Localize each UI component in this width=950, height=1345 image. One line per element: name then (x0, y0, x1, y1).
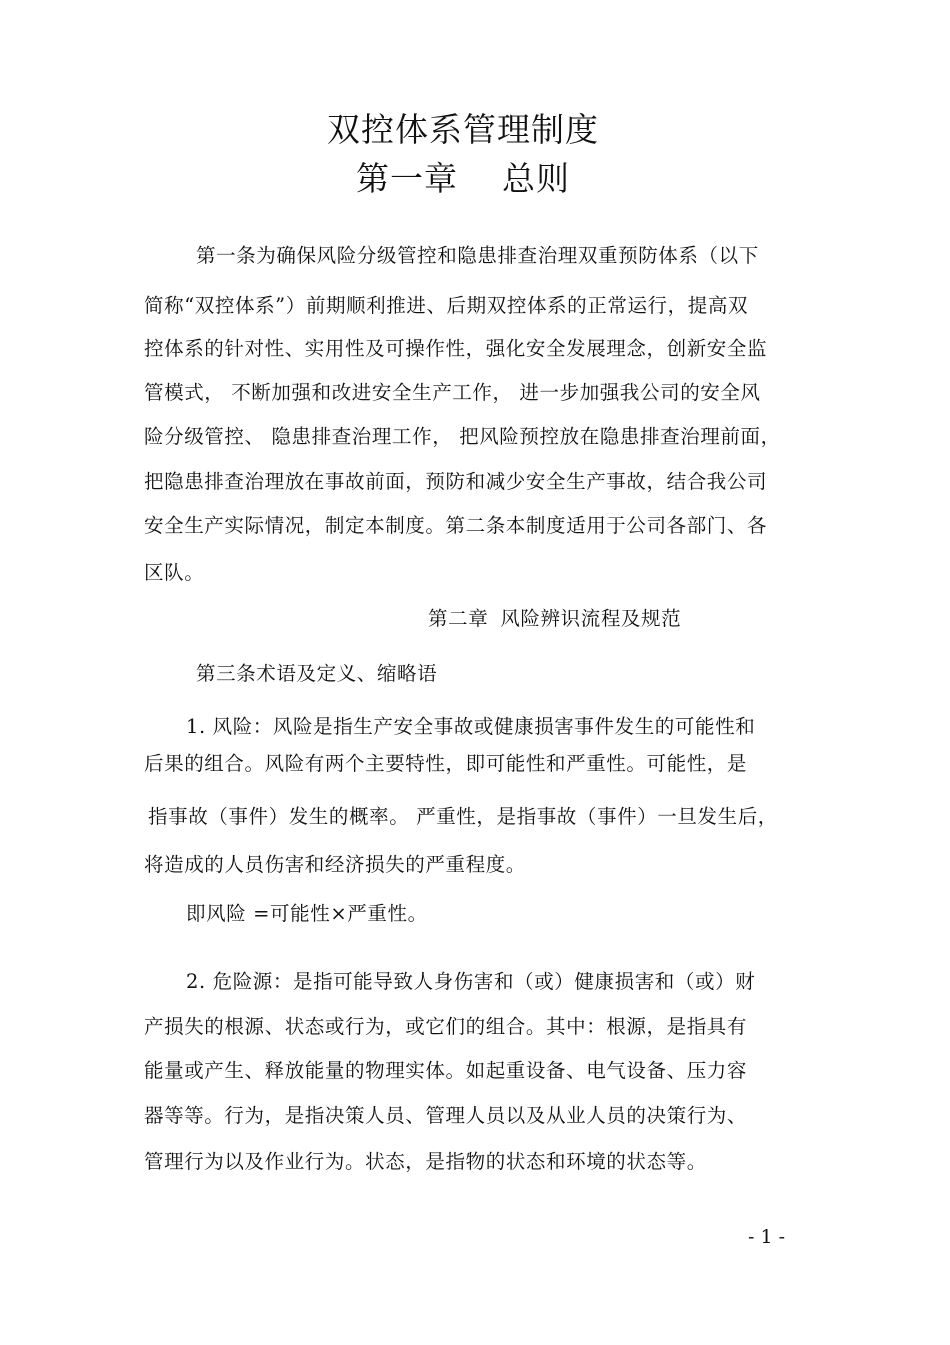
item-2-line: 产损失的根源、状态或行为，或它们的组合。其中：根源，是指具有 (144, 1015, 748, 1038)
article-1-line: 险分级管控、 隐患排查治理工作， 把风险预控放在隐患排查治理前面， (144, 425, 781, 448)
article-1-line: 简称“双控体系”）前期顺利推进、后期双控体系的正常运行，提高双 (144, 294, 749, 317)
article-1-line: 把隐患排查治理放在事故前面，预防和减少安全生产事故，结合我公司 (144, 470, 768, 493)
item-2-line: 2. 危险源：是指可能导致人身伤害和（或）健康损害和（或）财 (186, 970, 756, 993)
item-1-line: 将造成的人员伤害和经济损失的严重程度。 (144, 853, 526, 876)
item-1-formula: 即风险 =可能性×严重性。 (186, 902, 428, 925)
item-2-line: 管理行为以及作业行为。状态，是指物的状态和环境的状态等。 (144, 1150, 707, 1173)
item-1-line: 后果的组合。风险有两个主要特性，即可能性和严重性。可能性，是 (144, 752, 748, 775)
chapter-2-label: 第二章 (428, 607, 489, 630)
article-1-line: 第一条为确保风险分级管控和隐患排查治理双重预防体系（以下 (196, 244, 759, 267)
chapter-1-heading (0, 153, 926, 200)
article-1-line: 安全生产实际情况，制定本制度。第二条本制度适用于公司各部门、各 (144, 514, 768, 537)
item-2-line: 能量或产生、释放能量的物理实体。如起重设备、电气设备、压力容 (144, 1059, 748, 1082)
item-1-line: 指事故（事件）发生的概率。 严重性，是指事故（事件）一旦发生后， (148, 805, 778, 828)
chapter-1-name: 总则 (502, 159, 570, 198)
page-number: - 1 - (748, 1226, 786, 1248)
chapter-2-heading (428, 603, 681, 631)
chapter-1-label: 第一章 (356, 159, 458, 198)
item-1-line: 1. 风险：风险是指生产安全事故或健康损害事件发生的可能性和 (186, 715, 756, 738)
article-3-heading: 第三条术语及定义、缩略语 (196, 662, 438, 685)
document-title: 双控体系管理制度 (327, 110, 599, 149)
item-2-line: 器等等。行为，是指决策人员、管理人员以及从业人员的决策行为、 (144, 1104, 748, 1127)
chapter-2-name: 风险辨识流程及规范 (500, 607, 682, 630)
article-1-line: 管模式， 不断加强和改进安全生产工作， 进一步加强我公司的安全风 (144, 381, 761, 404)
article-1-line: 控体系的针对性、实用性及可操作性，强化安全发展理念，创新安全监 (144, 337, 768, 360)
article-1-line: 区队。 (144, 561, 205, 584)
